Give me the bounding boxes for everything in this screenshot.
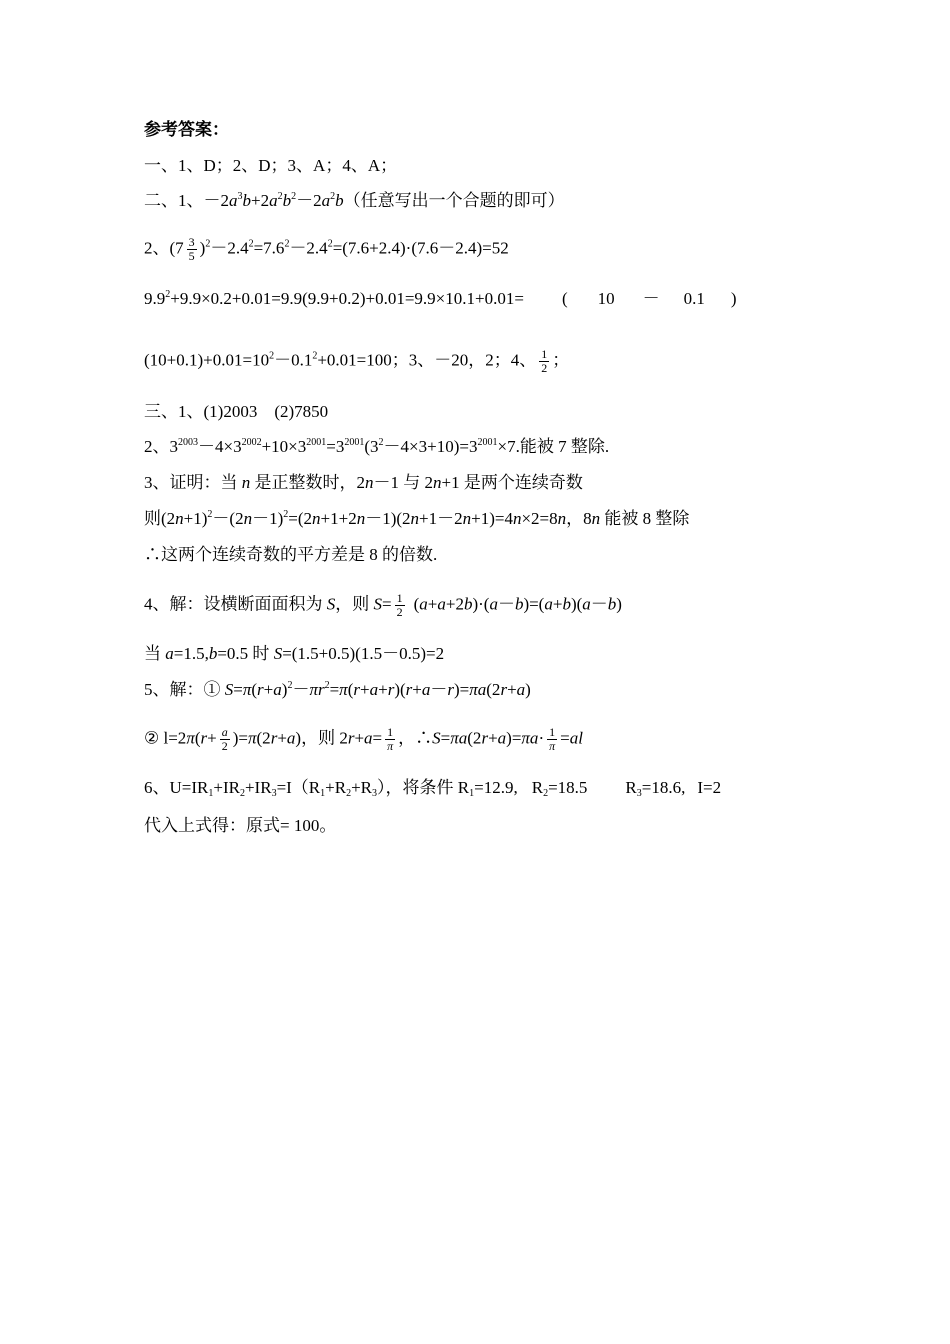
section-3-line-10: 6、$U=IR_1+IR_2+IR_3=I(R_1+R_2+R_3)$，将条件 $R_1=12.9$, $R_2=18.5$ $R_3=18.6$, I=2	[144, 778, 722, 799]
page-title: 参考答案：	[144, 120, 229, 139]
section-3-line-7: 当 a=1.5,b=0.5 时 S=(1.5+0.5)(1.5－0.5)=2	[144, 644, 445, 663]
section-2-line-4: $(10+0.1)+0.01=10^2-0.1^2+0.01=100$；3、－20，2；4、 $\frac{1}{2}$ ；	[144, 347, 570, 375]
section-3-line-6: 4、解：设横断面面积为 S，则 S= $\frac{1}{2}$ (a+a+2b)·(a－b)=(a+b)(a－b)	[144, 591, 622, 619]
fraction-a-2: $\frac{a}{2}$	[221, 725, 228, 753]
fraction-1-2-area: $\frac{1}{2}$	[396, 591, 403, 619]
section-3-line-8: 5、解：① $S=\pi(r+a)^2-\pi r^2=\pi(r+a+r)(r+a-r)=\pi a(2r+a)$	[144, 680, 531, 699]
section-3-line-3: 3、证明：当 n 是正整数时，2n－1 与 2n+1 是两个连续奇数	[144, 473, 583, 492]
fraction-1-pi: $\frac{1}{\pi}$	[387, 725, 394, 753]
fraction-1-pi-2: $\frac{1}{\pi}$	[549, 725, 556, 753]
section-3-line-9: ② l=2π(r+ $\frac{a}{2}$ )=π(2r+a)，则 2r+a= $\frac{1}{\pi}$ ，∴S=πa(2r+a)=πa· $\frac{1}{\pi} =al$	[144, 725, 583, 753]
section-2-line-1: 二、1、$-2a^3b+2a^2b^2-2a^2b$（任意写出一个合题的即可）	[144, 191, 565, 210]
section-3-line-2: 2、$3^{2003}-4\times 3^{2002}+10\times 3^{2001}=3^{2001}(3^2-4\times 3+10)=3^{2001}\times 7$.能被 7 整除.	[144, 437, 610, 456]
fraction-3-5: $\frac{3}{5}$	[188, 235, 195, 263]
section-1-answers: 一、1、D；2、D；3、A；4、A；	[144, 156, 398, 175]
fraction-1-2: $\frac{1}{2}$	[541, 347, 548, 375]
section-3-line-1: 三、1、(1)2003 (2)7850	[144, 402, 329, 421]
section-2-line-3: $9.9^2+9.9\times 0.2+0.01=9.9(9.9+0.2)+0.01=9.9\times 10.1+0.01=$ ( 10 － 0.1 )	[144, 289, 737, 308]
section-3-line-11: 代入上式得：原式= 100。	[144, 816, 337, 835]
section-3-line-5: ∴这两个连续奇数的平方差是 8 的倍数.	[144, 545, 438, 564]
section-3-line-4: 则$(2n+1)^2-(2n-1)^2=(2n+1+2n-1)(2n+1-2n+1)=4n\times 2=8n$，8n 能被 8 整除	[144, 509, 690, 528]
section-2-line-2: 2、(7 $\frac{3}{5}$ )$^2-2.4^2=7.6^2-2.4^2=(7.6+2.4)\cdot(7.6-2.4)=52$	[144, 235, 509, 263]
